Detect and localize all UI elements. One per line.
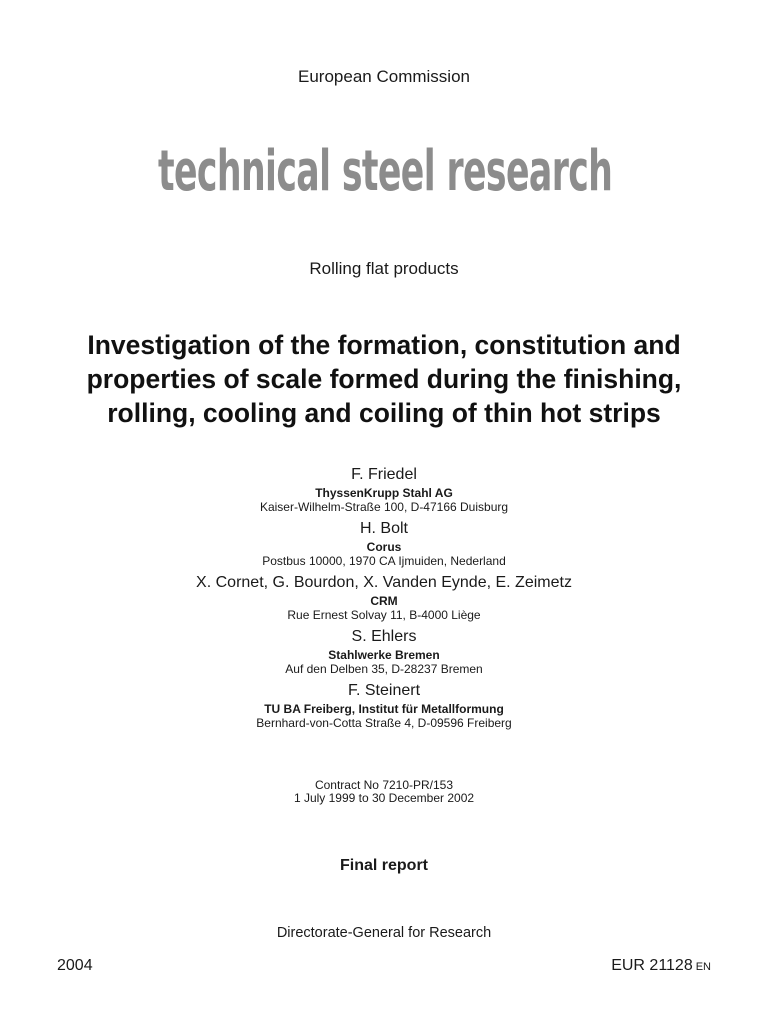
- author-block: [0, 573, 768, 622]
- author-block: [0, 681, 768, 730]
- contract-number: Contract No 7210-PR/153: [314, 778, 454, 792]
- publication-year: 2004: [57, 957, 93, 974]
- language-code: EN: [695, 961, 711, 973]
- author-organization: CRM: [370, 594, 398, 608]
- report-title-line: properties of scale formed during the finishing,: [86, 364, 682, 394]
- contract-info: [0, 779, 768, 805]
- author-address: Bernhard-von-Cotta Straße 4, D-09596 Freiberg: [256, 716, 512, 730]
- eur-number: EUR 21128: [611, 957, 693, 974]
- report-title-line: Investigation of the formation, constitution and: [87, 330, 681, 360]
- author-block: [0, 465, 768, 514]
- report-title-line: rolling, cooling and coiling of thin hot strips: [107, 398, 661, 428]
- author-address: Postbus 10000, 1970 CA Ijmuiden, Nederland: [262, 554, 506, 568]
- author-organization: TU BA Freiberg, Institut für Metallformung: [264, 702, 504, 716]
- author-address: Kaiser-Wilhelm-Straße 100, D-47166 Duisburg: [259, 500, 509, 514]
- author-block: [0, 519, 768, 568]
- author-organization: Stahlwerke Bremen: [328, 648, 440, 662]
- author-organization: ThyssenKrupp Stahl AG: [315, 486, 453, 500]
- series-title: technical steel research: [158, 139, 613, 204]
- author-address: Auf den Delben 35, D-28237 Bremen: [285, 662, 483, 676]
- author-names: S. Ehlers: [351, 628, 417, 645]
- eur-reference: [611, 956, 711, 977]
- report-type: Final report: [339, 857, 428, 874]
- author-block: [0, 627, 768, 676]
- author-organization: Corus: [366, 540, 402, 554]
- author-names: X. Cornet, G. Bourdon, X. Vanden Eynde, E. Zeimetz: [196, 574, 572, 591]
- subject: Rolling flat products: [309, 259, 459, 278]
- author-names: H. Bolt: [359, 520, 408, 537]
- report-title: [0, 328, 768, 430]
- directorate: Directorate-General for Research: [276, 925, 492, 941]
- author-names: F. Steinert: [347, 682, 421, 699]
- author-list: [0, 465, 768, 735]
- publisher: European Commission: [298, 67, 470, 86]
- author-address: Rue Ernest Solvay 11, B-4000 Liège: [287, 608, 481, 622]
- contract-period: 1 July 1999 to 30 December 2002: [293, 791, 475, 805]
- author-names: F. Friedel: [351, 466, 417, 483]
